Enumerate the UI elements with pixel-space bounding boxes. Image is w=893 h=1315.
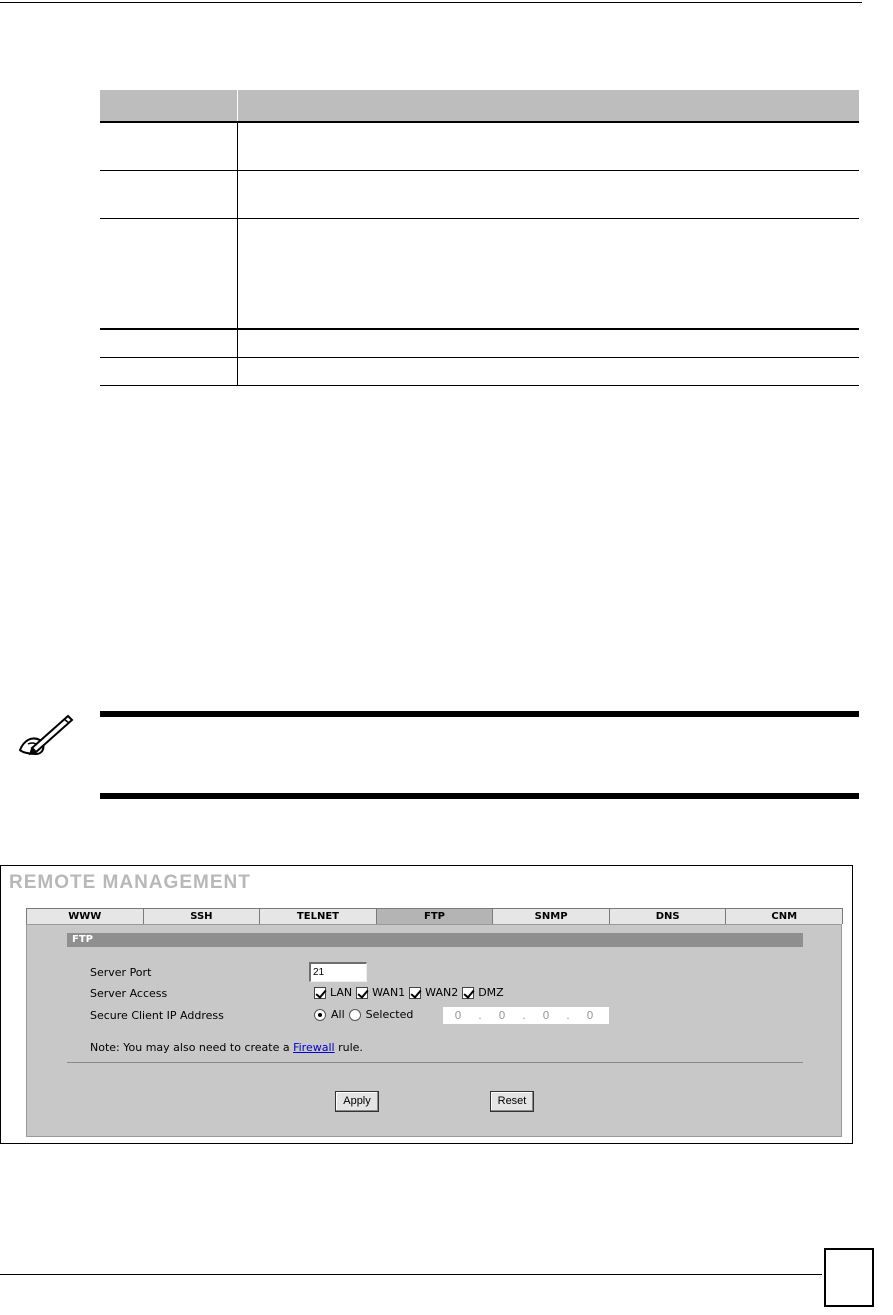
wan2-checkbox[interactable]: [409, 987, 421, 999]
wan2-label: WAN2: [425, 986, 459, 999]
firewall-link[interactable]: Firewall: [293, 1041, 335, 1054]
firewall-note: [90, 1041, 363, 1054]
wan1-label: WAN1: [372, 986, 406, 999]
server-access-label: Server Access: [90, 987, 168, 1000]
table-header-row: [100, 90, 859, 122]
table-row: [100, 357, 859, 385]
wan1-checkbox[interactable]: [356, 987, 368, 999]
selected-label: Selected: [365, 1008, 414, 1021]
remote-management-screenshot: [0, 865, 853, 1144]
apply-button[interactable]: Apply: [335, 1091, 379, 1112]
table-row: [100, 218, 859, 329]
table-row: [100, 329, 859, 357]
all-label: All: [331, 1008, 345, 1021]
note-pen-icon: [14, 710, 76, 758]
ip-octet-2: 0: [498, 1009, 506, 1022]
tab-telnet[interactable]: TELNET: [259, 908, 377, 924]
note-suffix: rule.: [334, 1041, 363, 1054]
ip-address-input[interactable]: 0 . 0 . 0 . 0: [443, 1007, 609, 1024]
ip-octet-4: 0: [586, 1009, 594, 1022]
dmz-label: DMZ: [478, 986, 504, 999]
table-row: [100, 170, 859, 218]
table-row: [100, 122, 859, 170]
tab-dns[interactable]: DNS: [609, 908, 727, 924]
tab-snmp[interactable]: SNMP: [492, 908, 610, 924]
server-access-options: [314, 986, 508, 999]
tab-ftp[interactable]: FTP: [376, 908, 494, 924]
ip-octet-1: 0: [454, 1009, 462, 1022]
dmz-checkbox[interactable]: [462, 987, 474, 999]
footer-rule: [0, 1274, 822, 1275]
secure-client-label: Secure Client IP Address: [90, 1009, 224, 1022]
panel-divider: [67, 1062, 803, 1063]
reference-table: [100, 90, 859, 386]
page-title: REMOTE MANAGEMENT: [9, 872, 251, 893]
reset-button[interactable]: Reset: [490, 1091, 534, 1112]
header-rule: [0, 2, 862, 3]
selected-radio[interactable]: [349, 1009, 361, 1021]
all-radio[interactable]: [314, 1009, 326, 1021]
server-port-input[interactable]: 21: [309, 962, 367, 982]
note-rule-top: [100, 711, 859, 717]
server-port-label: Server Port: [90, 966, 152, 979]
page-number-box: [824, 1248, 874, 1307]
note-prefix: Note: You may also need to create a: [90, 1041, 294, 1054]
tab-www[interactable]: WWW: [26, 908, 144, 924]
ftp-panel: [26, 924, 842, 1137]
note-rule-bottom: [100, 793, 859, 799]
tab-cnm[interactable]: CNM: [725, 908, 843, 924]
ip-octet-3: 0: [542, 1009, 550, 1022]
secure-client-options: [314, 1008, 417, 1021]
section-title: FTP: [67, 933, 803, 947]
tab-bar: [26, 908, 842, 924]
tab-ssh[interactable]: SSH: [143, 908, 261, 924]
lan-checkbox[interactable]: [314, 987, 326, 999]
lan-label: LAN: [330, 986, 353, 999]
